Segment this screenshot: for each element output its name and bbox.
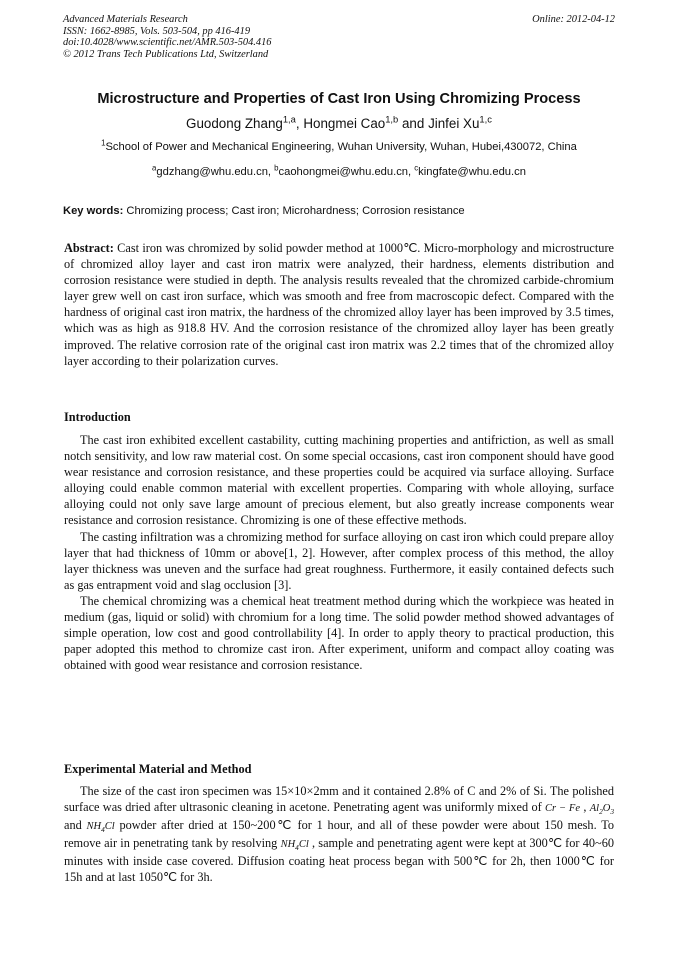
copyright-line: © 2012 Trans Tech Publications Ltd, Switzerland	[63, 48, 269, 60]
paragraph: The casting infiltration was a chromizing method for surface alloying on cast iron which could prepare alloy layer that had thickness of 10mm or above[1, 2]. However, after complex process of this method, the alloy layer thickness was uneven and the surface had great roughness. Furthermore, it easily contained defects such as gas entrapment void and slag occlusion [3].	[64, 529, 614, 592]
author-name: Guodong Zhang	[186, 116, 283, 131]
email-address: caohongmei@whu.edu.cn	[278, 166, 409, 178]
abstract-label: Abstract:	[64, 241, 114, 255]
email-address: gdzhang@whu.edu.cn	[156, 166, 268, 178]
paragraph: The cast iron exhibited excellent castability, cutting machining properties and antifriction, as well as small notch sensitivity, and low raw material cost. On some special occasions, cast iron component should have good wear resistance and corrosion resistance, and these properties could be acquired via surface alloying. Surface alloying could enable common material with excellent properties. Comparing with whole alloying, surface alloying could not only save large amount of precious element, but also greatly increase components wear resistance and corrosion resistance. Chromizing is one of these effective methods.	[64, 433, 614, 528]
paragraph-text: powder after dried at 150~200℃ for 1 hour, and all of these powder were about 150 mesh. To remove air in penetrating tank by resolving	[64, 818, 614, 851]
paragraph-text: ,	[580, 800, 590, 815]
paragraph: The chemical chromizing was a chemical heat treatment method during which the workpiece was heated in medium (gas, liquid or solid) with chromium for a long time. The solid powder method showed advantages of simple operation, low cost and good controllability [4]. In order to apply theory to practical production, this paper adopted this method to chromize cast iron. After experiment, uniform and compact alloy coating was obtained with good wear resistance and corrosion resistance.	[64, 593, 614, 673]
online-date: Online: 2012-04-12	[532, 14, 615, 25]
method-heading: Experimental Material and Method	[64, 762, 252, 776]
formula-cr-fe: Cr − Fe	[545, 803, 581, 815]
email-marker: b	[274, 163, 279, 173]
journal-header	[63, 14, 615, 60]
paper-title: Microstructure and Properties of Cast Iron Using Chromizing Process	[97, 91, 581, 107]
formula-nh4cl: $NH_4Cl$	[280, 839, 309, 853]
paragraph-text: The size of the cast iron specimen was 15×10×2mm and it contained 2.8% of C and 2% of Si. The polished surface was dried after ultrasonic cleaning in acetone. Penetrating agent was uniformly mixed of	[64, 784, 614, 815]
journal-name: Advanced Materials Research	[63, 14, 188, 25]
issn-line: ISSN: 1662-8985, Vols. 503-504, pp 416-419	[63, 25, 251, 37]
email-line	[40, 163, 638, 178]
paragraph-text: , sample and penetrating agent were kept at 300℃ for 40~60 minutes with inside case covered. Diffusion coating heat process began with 500℃ for 2h, then 1000℃ for 15h and at last 1050℃ for 3h.	[64, 836, 614, 885]
keywords-text: Chromizing process; Cast iron; Microhardness; Corrosion resistance	[123, 205, 465, 217]
email-marker: c	[414, 163, 419, 173]
email-separator: ,	[408, 166, 415, 178]
doi-line: doi:10.4028/www.scientific.net/AMR.503-504.416	[63, 37, 272, 49]
formula-al2o3: $Al_2O_3$	[589, 803, 614, 817]
author-name: Hongmei Cao	[303, 116, 386, 131]
paragraph-text: and	[64, 818, 87, 833]
abstract	[64, 240, 614, 369]
introduction-body	[64, 432, 614, 673]
affiliation	[40, 138, 638, 153]
author-separator: ,	[295, 116, 304, 131]
email-separator: ,	[267, 166, 275, 178]
email-address: kingfate@whu.edu.cn	[418, 166, 526, 178]
author-line	[40, 116, 638, 131]
introduction-heading: Introduction	[64, 410, 131, 424]
author-affil-marker: 1,b	[385, 114, 399, 125]
email-marker: a	[152, 163, 157, 173]
abstract-text: Cast iron was chromized by solid powder method at 1000℃. Micro-morphology and microstructure of chromized alloy layer and cast iron matrix were analyzed, their hardness, elements distribution and corrosion resistance were studied in depth. The analysis results revealed that the chromized carbide-chromium layer grew well on cast iron surface, which was smooth and free from macroscopic defect. Compared with the hardness of original cast iron matrix, the hardness of the chromized alloy layer has been improved by 3.5 times, which was as high as 918.8 HV. And the corrosion resistance of the chromized alloy layer has been greatly improved. The relative corrosion rate of the original cast iron matrix was 2.2 times that of the chromized alloy layer according to their polarization curves.	[64, 241, 614, 368]
author-affil-marker: 1,a	[282, 114, 296, 125]
keywords	[63, 205, 615, 217]
method-body	[64, 783, 614, 886]
keywords-label: Key words:	[63, 205, 124, 217]
affiliation-text: School of Power and Mechanical Engineering, Wuhan University, Wuhan, Hubei,430072, China	[105, 141, 577, 153]
author-name: Jinfei Xu	[428, 116, 480, 131]
author-separator: and	[398, 116, 429, 131]
paragraph	[64, 783, 614, 886]
formula-nh4cl: $NH_4Cl$	[86, 821, 115, 835]
affiliation-marker: 1	[101, 138, 106, 148]
author-affil-marker: 1,c	[479, 114, 492, 125]
